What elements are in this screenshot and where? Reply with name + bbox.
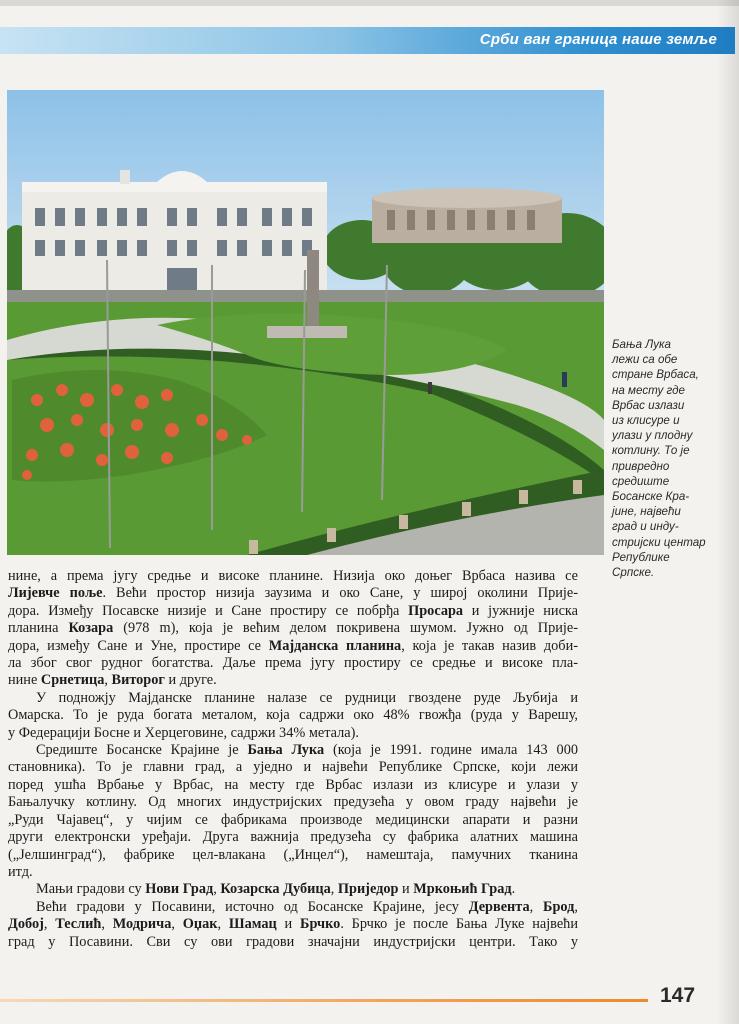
text-line: итд.	[8, 863, 33, 880]
text-line: град у Посавини. Сви су ови градови значајни индустријски центри. Тако у	[8, 933, 578, 950]
page-number: 147	[660, 984, 696, 1007]
text-line: У подножју Мајданске планине налазе се рудници гвоздене руде Љубија и	[36, 689, 578, 706]
text-line: становника). То је главни град, а уједно и највећи Републике Српске, који лежи	[8, 759, 578, 776]
text-line: („Јелшинград“), фабрике цел-влакана („Инцел“), намештаја, памучних тканина	[8, 846, 578, 863]
text-line: Добој, Теслић, Модрича, Оџак, Шамац и Брчко. Брчко је после Бања Луке највећи	[8, 916, 578, 933]
text-line: Средиште Босанске Крајине је Бања Лука (која је 1991. године имала 143 000	[36, 742, 578, 759]
text-line: планина Козара (978 m), која је већим делом покривена шумом. Јужно од Прије-	[8, 620, 578, 637]
text-line: Омарска. То је руда богата металом, која садржи око 48% гвожђа (руда у Варешу,	[8, 707, 578, 724]
text-line: Лијевче поље. Већи простор низија заузима и око Сане, у широј околини Прије-	[8, 585, 578, 602]
banja-luka-photo	[7, 90, 604, 555]
text-line: Већи градови у Посавини, источно од Босанске Крајине, јесу Дервента, Брод,	[36, 898, 578, 915]
text-line: нине Срнетица, Виторог и друге.	[8, 672, 217, 689]
text-line: „Руди Чајавец“, у чијим се фабрикама производе медицински апарати и разни	[8, 811, 578, 828]
page-binding-shadow	[717, 0, 739, 1024]
chapter-title: Срби ван граница наше земље	[479, 31, 717, 48]
text-line: Бањалучку котлину. Од многих индустријских предузећа у овом граду највећи је	[8, 794, 578, 811]
photo-caption: Бања Лука лежи са обе стране Врбаса, на месту где Врбас излази из клисуре и улази у плодну котлину. То је привредно средиште Босанске Кра- јине, највећи град и инду- стријски центар Републике Српске.	[612, 338, 706, 580]
text-line: нине, а према југу средње и високе планине. Низија око доњег Врбаса назива се	[8, 568, 578, 584]
text-line: у Федерацији Босне и Херцеговине, садржи 34% метала).	[8, 724, 359, 741]
text-line: дора. Између Посавске низије и Сане простиру се побрђа Просара и јужније ниска	[8, 602, 578, 619]
text-line: Мањи градови су Нови Град, Козарска Дубица, Приједор и Мркоњић Град.	[36, 881, 516, 898]
text-line: други електронски уређаји. Друга важнија предузећа су фабрика алатних машина	[8, 829, 578, 846]
text-line: поред ушћа Врбање у Врбас, на месту где Врбас излази из клисуре и улази у	[8, 776, 578, 793]
text-line: дора, између Сане и Уне, простире се Мајданска планина, која је такав назив доби-	[8, 637, 578, 654]
page-top-edge	[0, 0, 739, 6]
body-text	[8, 568, 578, 951]
text-line: ла због свог рудног богатства. Даље према југу простиру се средње и високе пла-	[8, 655, 578, 672]
footer-rule	[0, 999, 648, 1002]
